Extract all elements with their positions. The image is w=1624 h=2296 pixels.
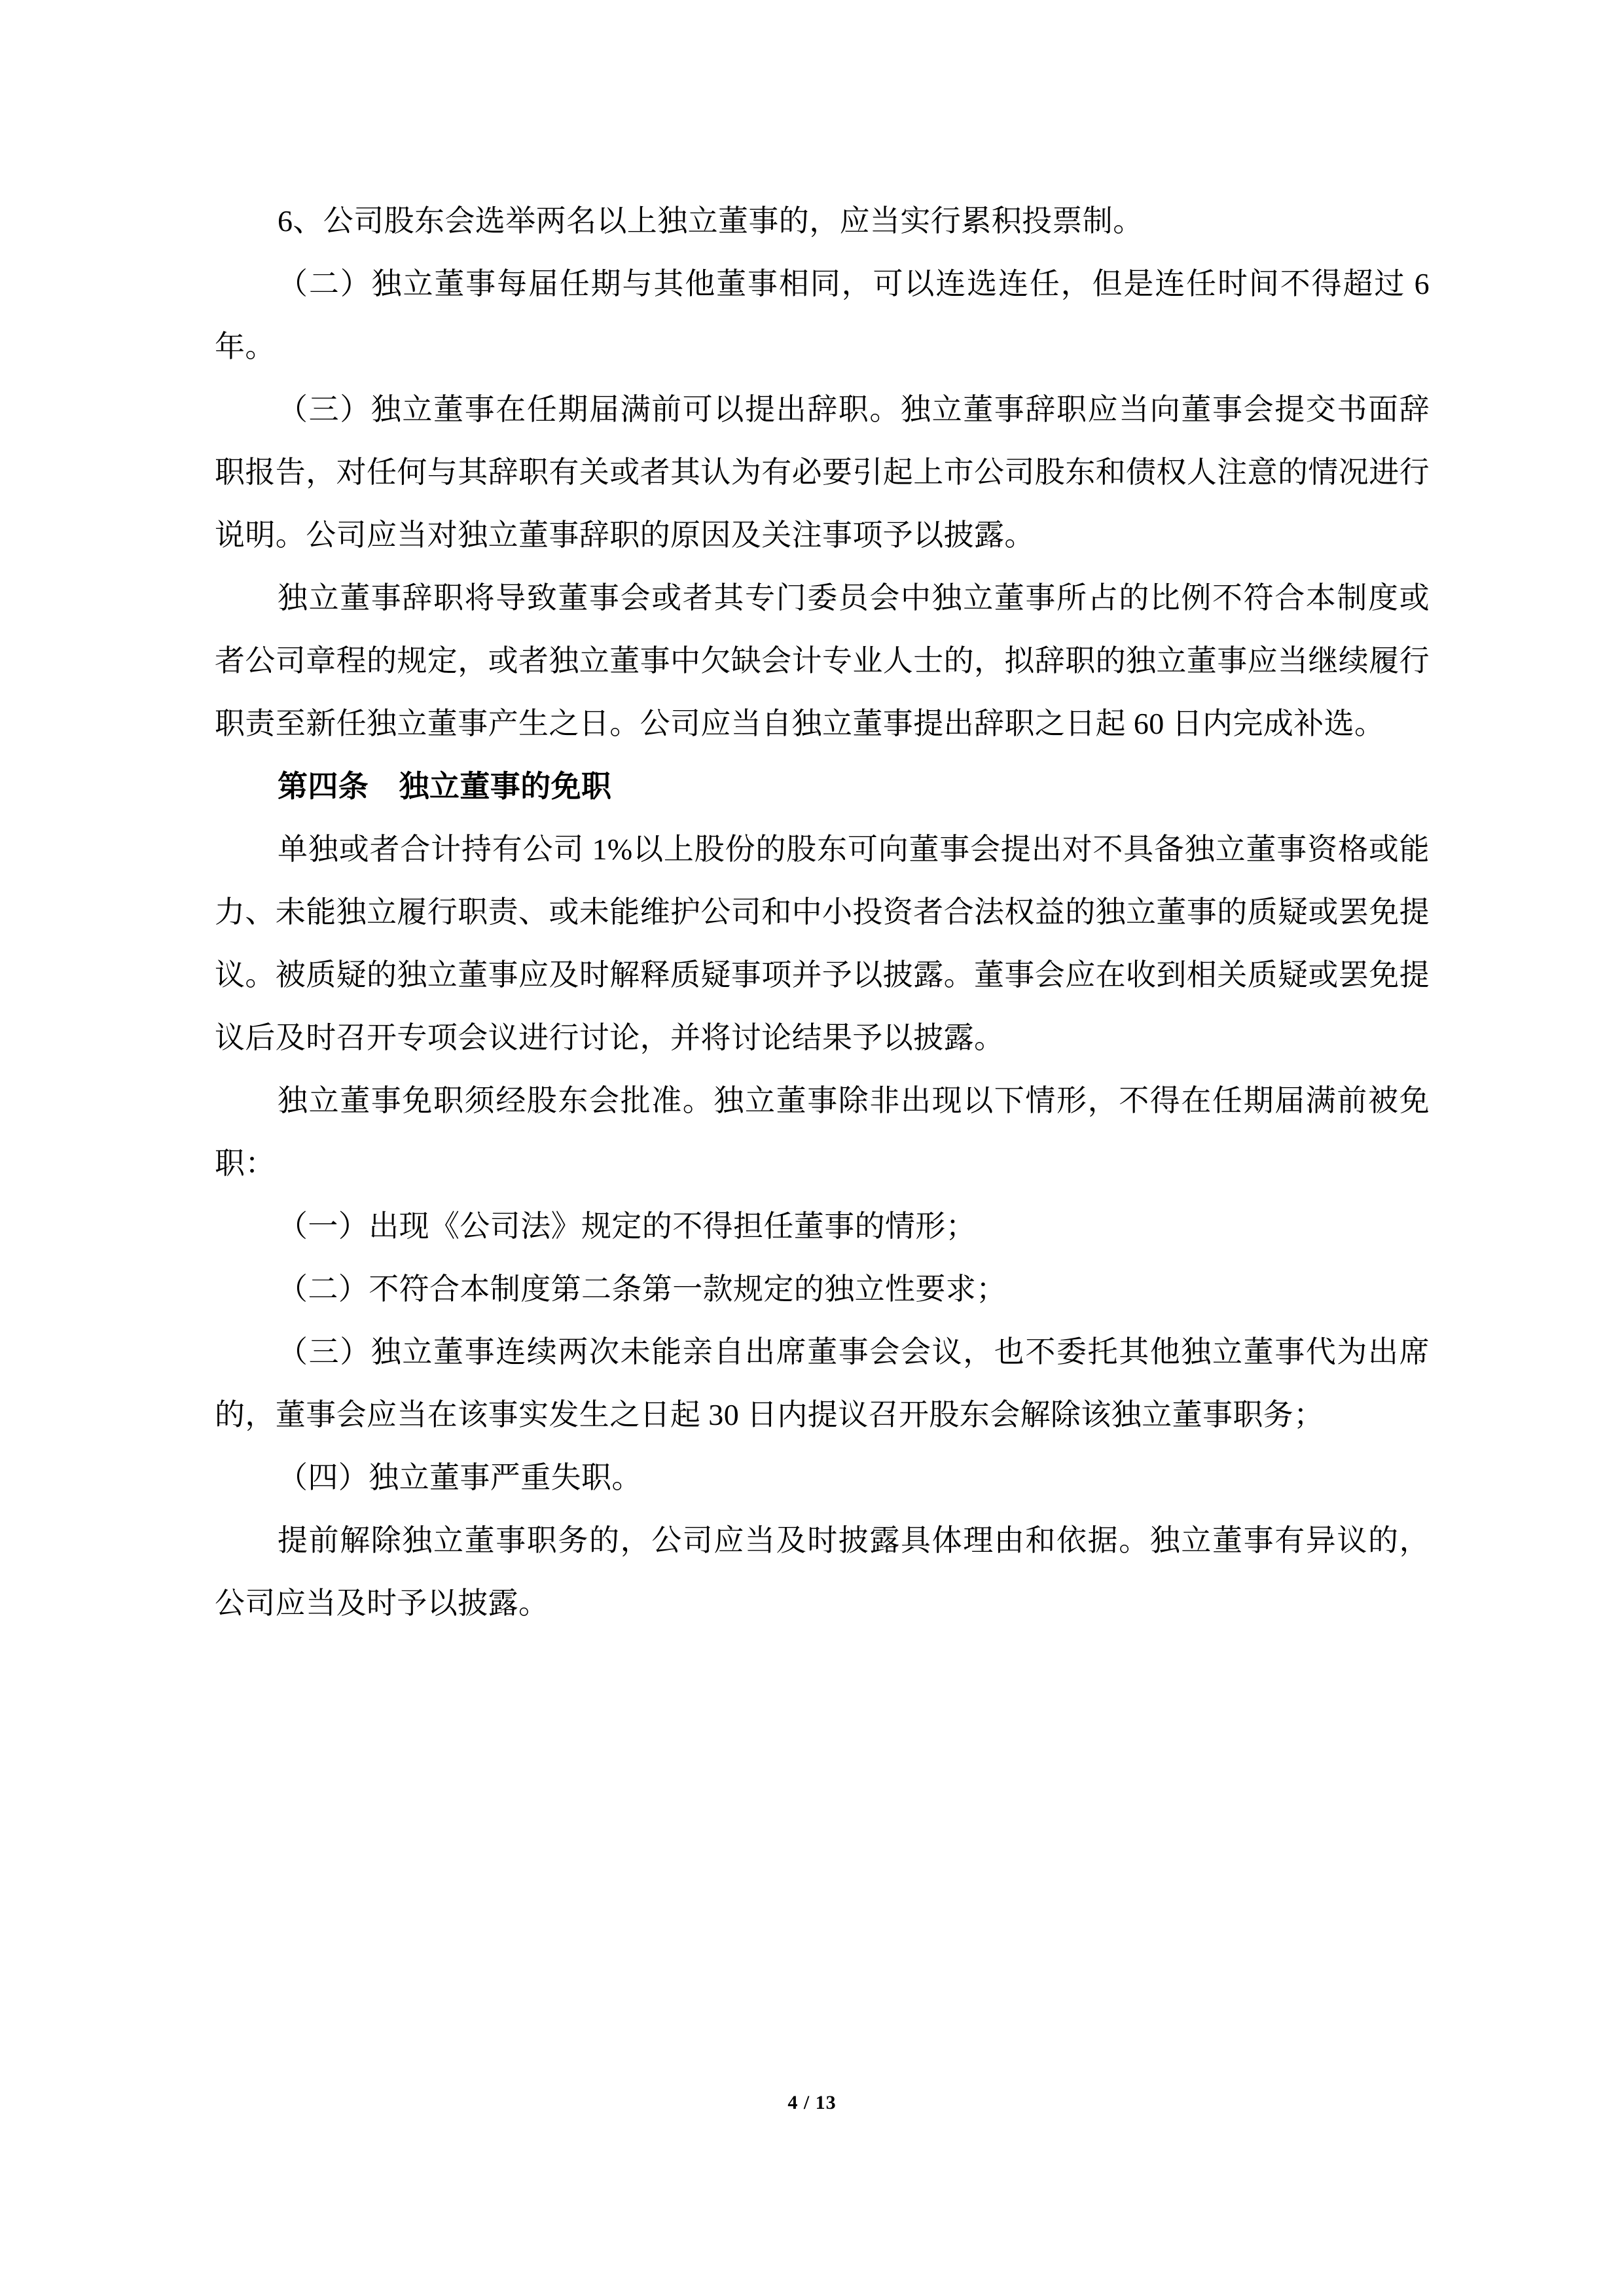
clause-removal-case-4: （四）独立董事严重失职。 [278, 1461, 642, 1494]
paragraph-removal-proposal: 单独或者合计持有公司 1%以上股份的股东可向董事会提出对不具备独立董事资格或能力、未能独立履行职责、或未能维护公司和中小投资者合法权益的独立董事的质疑或罢免提议。被质疑的独立董事应及时解释质疑事项并予以披露。董事会应在收到相关质疑或罢免提议后及时召开专项会议进行讨论，并将讨论结果予以披露。 [215, 833, 1430, 1054]
paragraph-resignation-continuation: 独立董事辞职将导致董事会或者其专门委员会中独立董事所占的比例不符合本制度或者公司章程的规定，或者独立董事中欠缺会计专业人士的，拟辞职的独立董事应当继续履行职责至新任独立董事产生之日。公司应当自独立董事提出辞职之日起 60 日内完成补选。 [215, 581, 1430, 740]
heading-article-4: 第四条 独立董事的免职 [278, 770, 612, 803]
clause-removal-case-1: （一）出现《公司法》规定的不得担任董事的情形； [278, 1210, 977, 1243]
document-body [215, 190, 1430, 1635]
paragraph-early-removal-disclosure: 提前解除独立董事职务的，公司应当及时披露具体理由和依据。独立董事有异议的，公司应当及时予以披露。 [215, 1524, 1430, 1620]
paragraph-removal-approval: 独立董事免职须经股东会批准。独立董事除非出现以下情形，不得在任期届满前被免职： [215, 1084, 1430, 1180]
paragraph-item-6: 6、公司股东会选举两名以上独立董事的，应当实行累积投票制。 [278, 204, 1144, 238]
clause-removal-case-2: （二）不符合本制度第二条第一款规定的独立性要求； [278, 1272, 1007, 1306]
clause-removal-case-3: （三）独立董事连续两次未能亲自出席董事会会议，也不委托其他独立董事代为出席的，董事会应当在该事实发生之日起 30 日内提议召开股东会解除该独立董事职务； [215, 1335, 1430, 1431]
paragraph-clause-2-term: （二）独立董事每届任期与其他董事相同，可以连选连任，但是连任时间不得超过 6 年。 [215, 267, 1430, 363]
paragraph-clause-3-resignation: （三）独立董事在任期届满前可以提出辞职。独立董事辞职应当向董事会提交书面辞职报告，对任何与其辞职有关或者其认为有必要引起上市公司股东和债权人注意的情况进行说明。公司应当对独立董事辞职的原因及关注事项予以披露。 [215, 393, 1430, 552]
page-number: 4 / 13 [787, 2092, 837, 2113]
